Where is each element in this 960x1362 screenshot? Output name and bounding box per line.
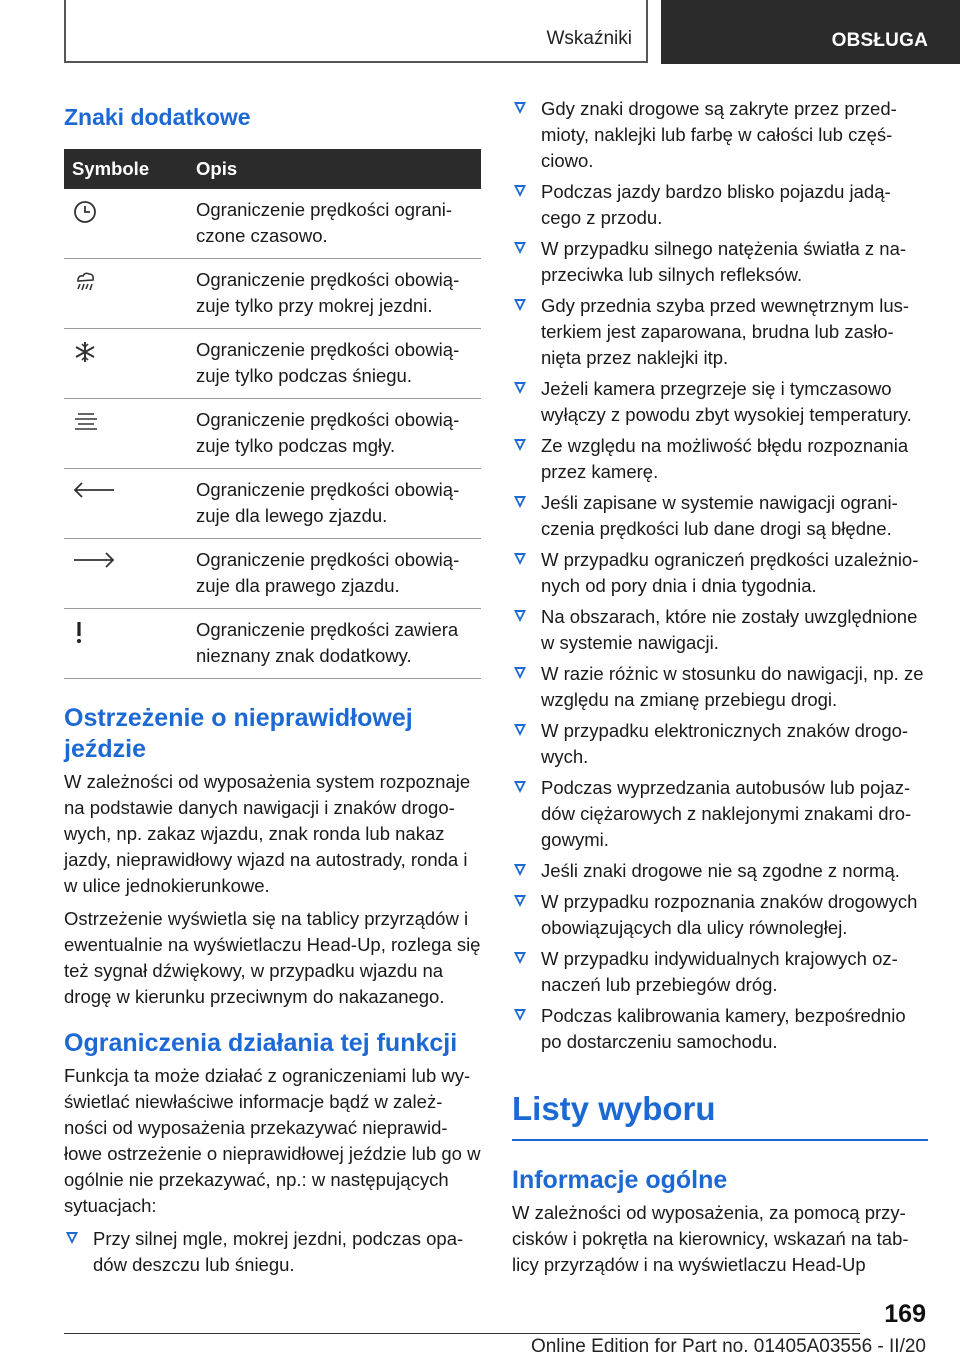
symbol-cell [64,329,188,399]
header-frame [64,0,648,63]
list-item: Przy silnej mgle, mokrej jezdni, podczas opa-dów deszczu lub śniegu. [64,1226,481,1278]
list-item: Podczas jazdy bardzo blisko pojazdu jadą-cego z przodu. [512,179,928,231]
extra-signs-table [64,149,481,679]
table-row [64,329,481,399]
paragraph-wrong-way-2: Ostrzeżenie wyświetla się na tablicy przyrządów i ewentualnie na wyświetlaczu Head-Up, rozlega się też sygnał dźwiękowy, w przypadku wjazdu na drogę w kierunku przeciwnym do nakazanego. [64,908,481,1007]
footer-edition-text: Online Edition for Part no. 01405A03556 - II/20 [530,1336,926,1357]
bullet-triangle-icon [514,781,526,793]
header-section-title: Wskaźniki [546,28,632,49]
list-item: W przypadku silnego natężenia światła z na-przeciwka lub silnych refleksów. [512,236,928,288]
bullet-triangle-icon [66,1232,78,1244]
bullet-triangle-icon [514,242,526,254]
clock-icon [72,199,98,225]
bullet-triangle-icon [514,610,526,622]
table-header-row [64,149,481,189]
snowflake-icon [72,339,98,365]
symbol-cell [64,539,188,609]
footer-divider [64,1333,860,1334]
table-row [64,539,481,609]
bullet-triangle-icon [514,724,526,736]
description-cell: Ograniczenie prędkości obowią-zuje tylko przy mokrej jezdni. [188,259,481,329]
list-item: W przypadku rozpoznania znaków drogowych obowiązujących dla ulicy równoległej. [512,889,928,941]
description-cell: Ograniczenie prędkości zawiera nieznany znak dodatkowy. [188,609,481,679]
list-item: Na obszarach, które nie zostały uwzględnione w systemie nawigacji. [512,604,928,656]
heading-function-limits: Ograniczenia działania tej funkcji [64,1029,458,1057]
table-row [64,259,481,329]
description-cell: Ograniczenie prędkości obowią-zuje dla lewego zjazdu. [188,469,481,539]
exclamation-icon [72,619,86,645]
arrow-right-icon [72,549,116,571]
bullet-triangle-icon [514,382,526,394]
list-item: W razie różnic w stosunku do nawigacji, np. ze względu na zmianę przebiegu drogi. [512,661,928,713]
list-item: Gdy przednia szyba przed wewnętrznym lus-terkiem jest zaparowana, brudna lub zasło-nięta przez naklejki itp. [512,293,928,371]
symbol-cell [64,609,188,679]
list-item: W przypadku indywidualnych krajowych oz-naczeń lub przebiegów dróg. [512,946,928,998]
section-title-extra-signs: Znaki dodatkowe [64,104,251,130]
list-item: Ze względu na możliwość błędu rozpoznania przez kamerę. [512,433,928,485]
bullet-triangle-icon [514,496,526,508]
table-row [64,469,481,539]
bullet-triangle-icon [514,553,526,565]
arrow-left-icon [72,479,116,501]
symbol-cell [64,189,188,259]
description-cell: Ograniczenie prędkości obowią-zuje tylko podczas śniegu. [188,329,481,399]
bullet-triangle-icon [514,1009,526,1021]
bullet-triangle-icon [514,185,526,197]
limits-bullet-list-left [64,1226,481,1278]
bullet-triangle-icon [514,952,526,964]
header-chapter-label: OBSŁUGA [831,30,928,51]
list-item: Jeżeli kamera przegrzeje się i tymczasowo wyłączy z powodu zbyt wysokiej temperatury. [512,376,928,428]
table-row [64,399,481,469]
table-row [64,189,481,259]
description-cell: Ograniczenie prędkości obowią-zuje dla prawego zjazdu. [188,539,481,609]
heading-general-info: Informacje ogólne [512,1166,728,1194]
list-item: Jeśli znaki drogowe nie są zgodne z normą. [512,858,928,884]
description-cell: Ograniczenie prędkości obowią-zuje tylko podczas mgły. [188,399,481,469]
bullet-triangle-icon [514,299,526,311]
rain-icon [72,269,98,295]
heading-selection-lists: Listy wyboru [512,1089,928,1141]
left-column [64,96,481,1283]
table-header-description: Opis [188,149,481,189]
symbol-cell [64,399,188,469]
bullet-triangle-icon [514,439,526,451]
list-item: Jeśli zapisane w systemie nawigacji ograni-czenia prędkości lub dane drogi są błędne. [512,490,928,542]
description-cell: Ograniczenie prędkości ograni-czone czasowo. [188,189,481,259]
table-row [64,609,481,679]
right-column [512,96,928,1285]
bullet-triangle-icon [514,864,526,876]
list-item: Podczas wyprzedzania autobusów lub pojaz-dów ciężarowych z naklejonymi znakami dro-gowymi. [512,775,928,853]
paragraph-general-info: W zależności od wyposażenia, za pomocą przy-cisków i pokrętła na kierownicy, wskazań na tab-licy przyrządów i na wyświetlaczu Head-Up [512,1202,909,1275]
symbol-cell [64,259,188,329]
table-header-symbols: Symbole [64,149,188,189]
header-chapter-tab [661,0,960,64]
symbol-cell [64,469,188,539]
bullet-triangle-icon [514,667,526,679]
limits-bullet-list-right [512,96,928,1055]
bullet-triangle-icon [514,102,526,114]
heading-wrong-way-warning: Ostrzeżenie o nieprawidłowej jeździe [64,704,413,763]
fog-icon [72,409,100,435]
bullet-triangle-icon [514,895,526,907]
list-item: Podczas kalibrowania kamery, bezpośrednio po dostarczeniu samochodu. [512,1003,928,1055]
paragraph-function-limits: Funkcja ta może działać z ograniczeniami lub wy-świetlać niewłaściwe informacje bądź w zależ-ności od wyposażenia przekazywać nieprawid-łowe ostrzeżenie o nieprawidłowej jeździe lub go w ogólnie nie przekazywać, np.: w następujących sytuacjach: [64,1065,481,1216]
list-item: W przypadku elektronicznych znaków drogo-wych. [512,718,928,770]
paragraph-wrong-way-1: W zależności od wyposażenia system rozpoznaje na podstawie danych nawigacji i znaków drogo-wych, np. zakaz wjazdu, znak ronda lub nakaz jazdy, nieprawidłowy wjazd na autostrady, ronda i w ulice jednokierunkowe. [64,771,471,896]
list-item: W przypadku ograniczeń prędkości uzależnio-nych od pory dnia i dnia tygodnia. [512,547,928,599]
page-number: 169 [884,1300,926,1328]
list-item: Gdy znaki drogowe są zakryte przez przed-mioty, naklejki lub farbę w całości lub częś-ciowo. [512,96,928,174]
